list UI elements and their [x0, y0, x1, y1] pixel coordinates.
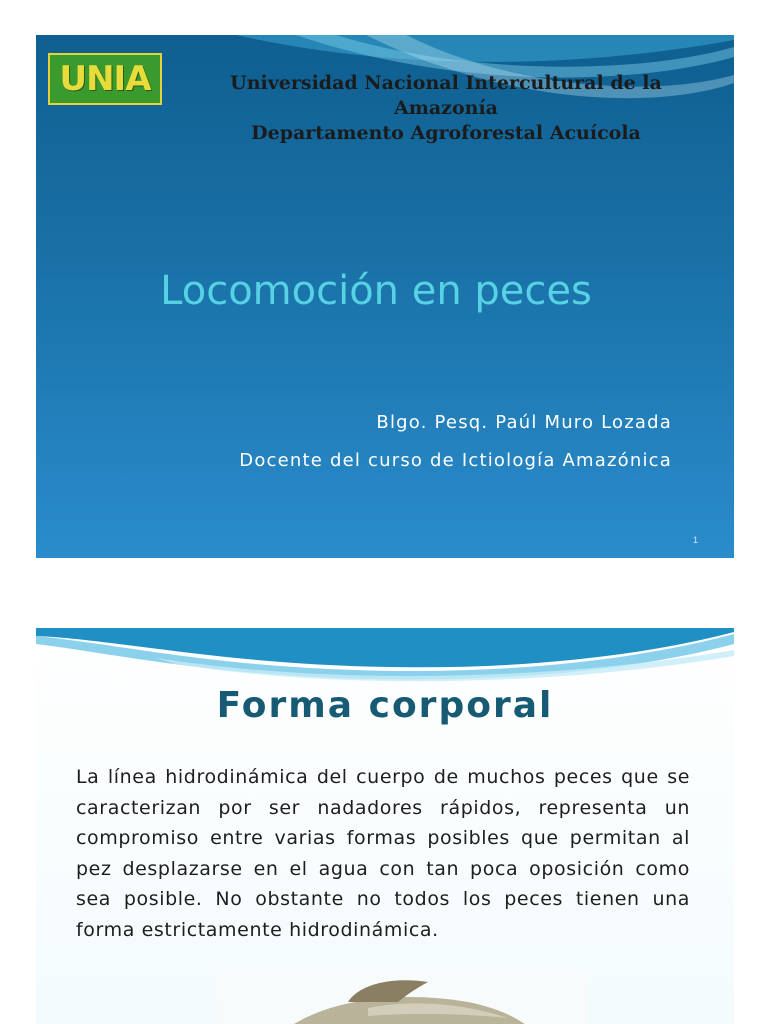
- institution-header: [176, 71, 716, 146]
- university-logo: [48, 53, 162, 105]
- wave-decoration: [36, 628, 734, 688]
- fish-image: [218, 968, 588, 1024]
- logo-text: UNIA: [59, 59, 151, 99]
- slide-2: [36, 628, 734, 1024]
- presentation-title: Locomoción en peces: [160, 268, 592, 314]
- body-paragraph: La línea hidrodinámica del cuerpo de muchos peces que se caracterizan por ser nadadores rápidos, representa un compromiso entre varias formas posibles que permitan al pez desplazarse en el agua con tan poca oposición como sea posible. No obstante no todos los peces tienen una forma estrictamente hidrodinámica.: [76, 766, 690, 941]
- institution-name-line-2: Amazonía: [394, 97, 498, 119]
- institution-name-line-1: Universidad Nacional Intercultural de la: [230, 72, 662, 94]
- fish-icon: [218, 968, 588, 1024]
- slide-1: [36, 35, 734, 558]
- author-role: Docente del curso de Ictiología Amazónica: [239, 450, 672, 471]
- slide-number: 1: [692, 535, 698, 545]
- author-name: Blgo. Pesq. Paúl Muro Lozada: [376, 412, 672, 433]
- department-name: Departamento Agroforestal Acuícola: [251, 122, 641, 144]
- slide-title: Forma corporal: [216, 685, 554, 726]
